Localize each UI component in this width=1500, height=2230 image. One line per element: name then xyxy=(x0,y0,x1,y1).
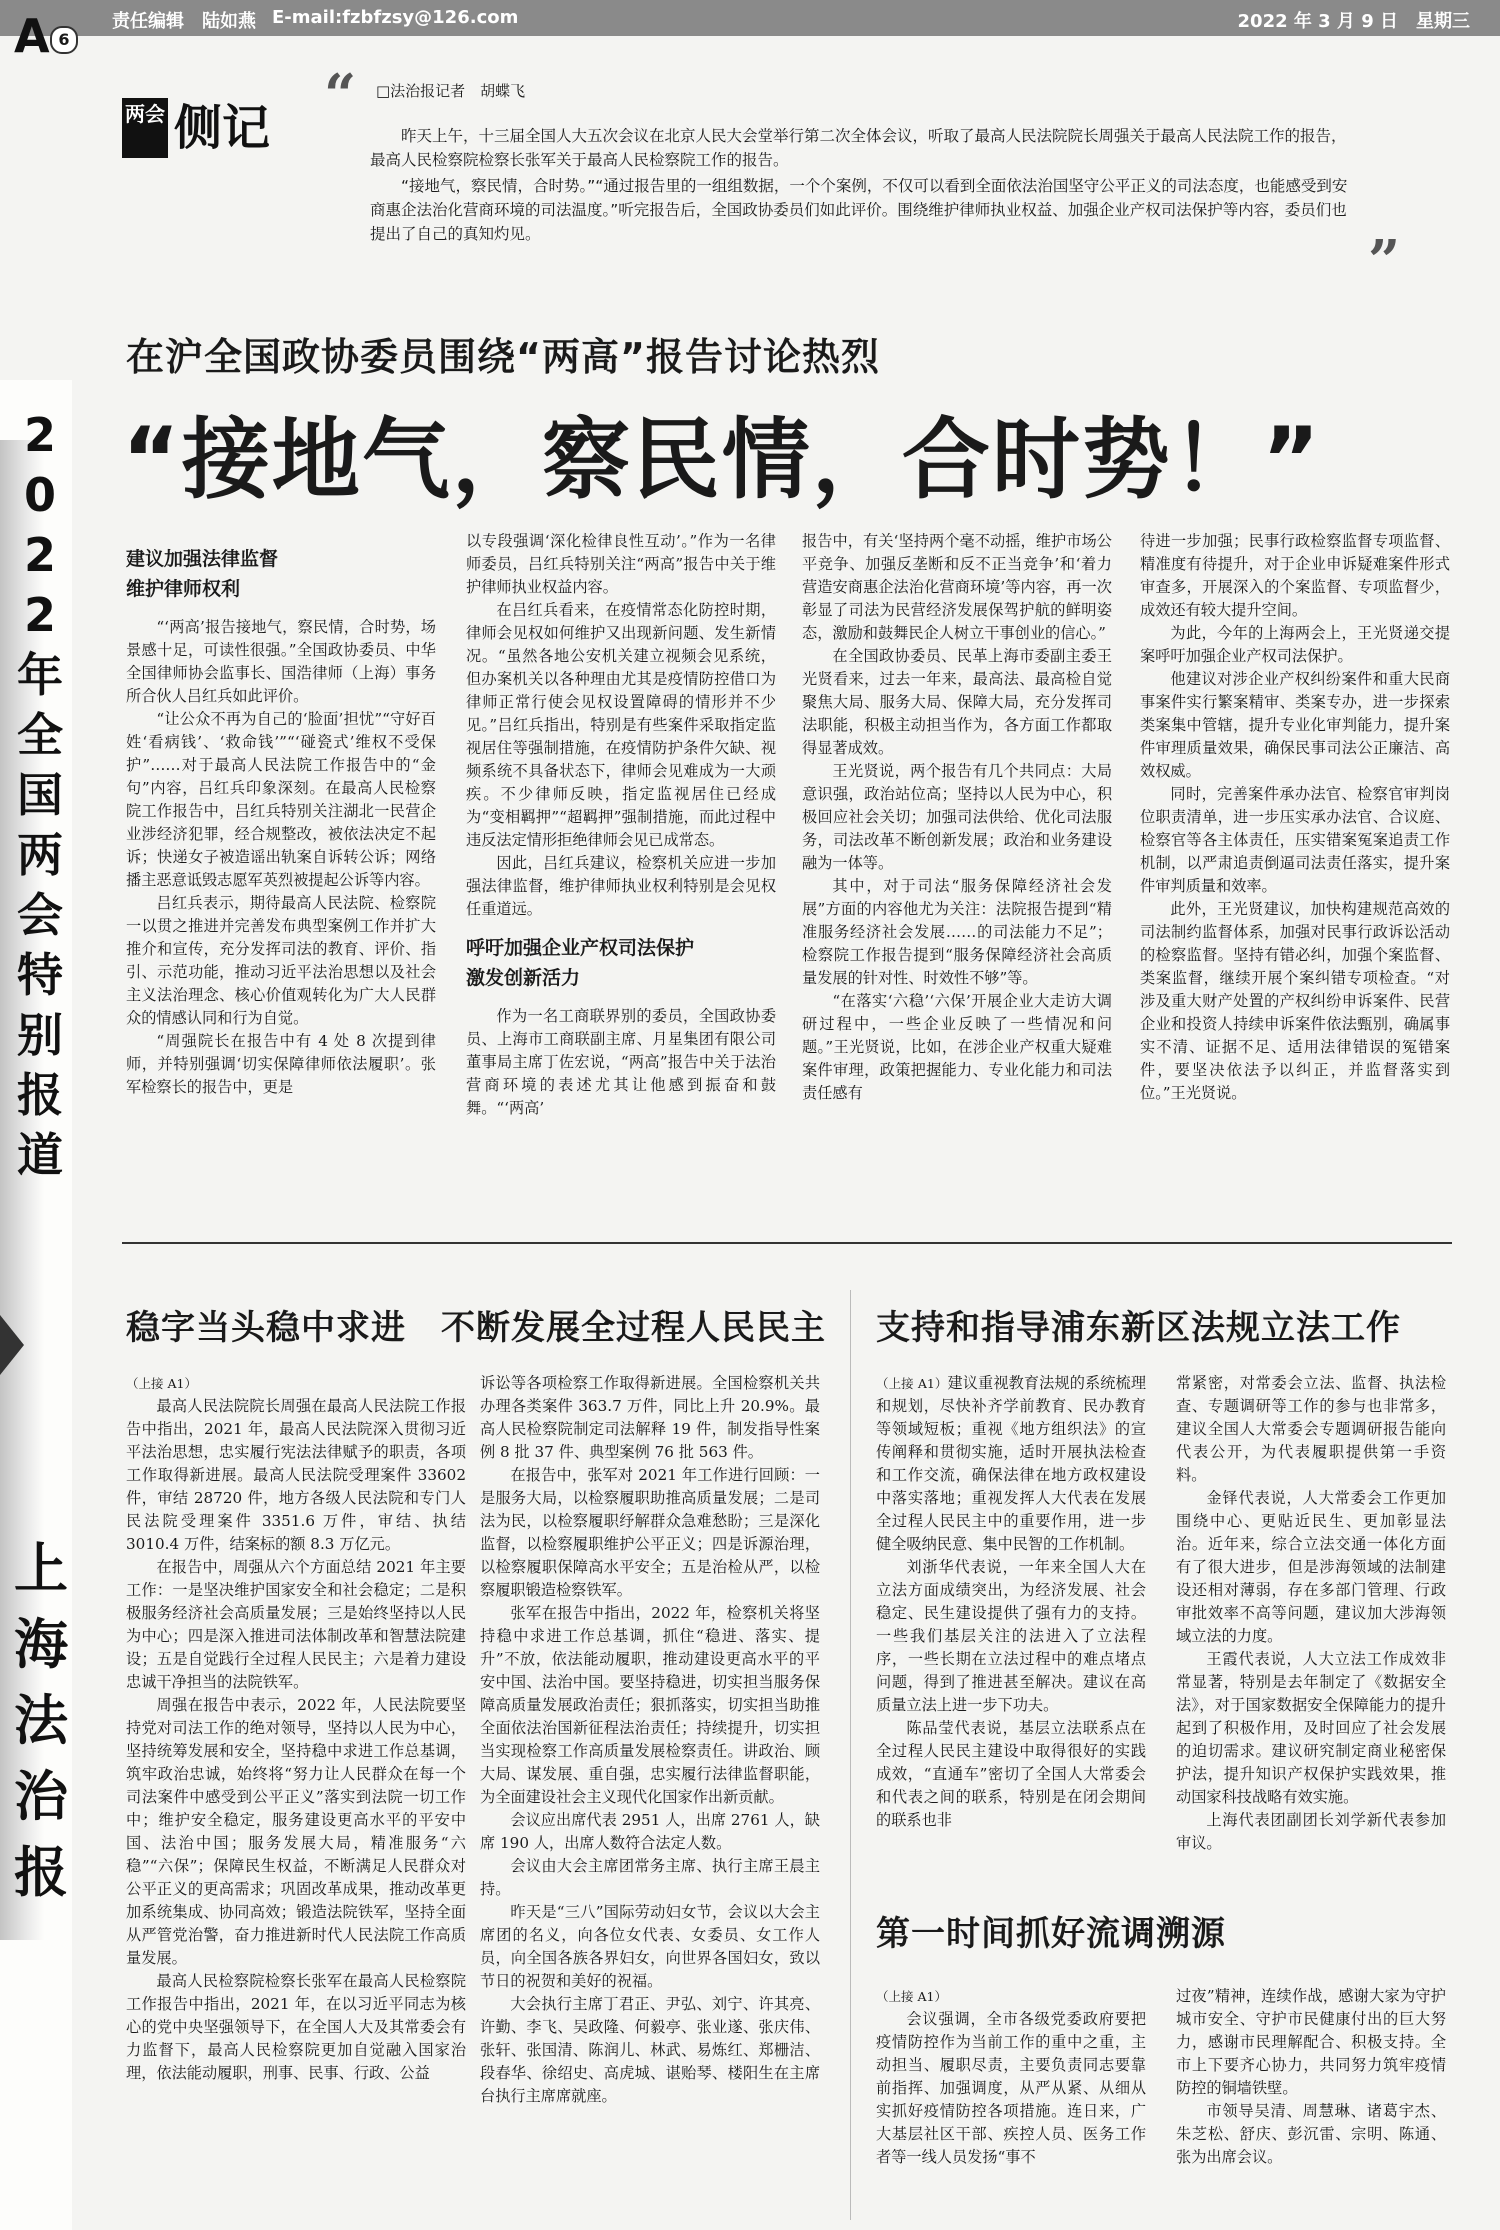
intro-paragraph: “接地气，察民情，合时势。”“通过报告里的一组组数据，一个个案例，不仅可以看到全面依法治国坚守公平正义的司法态度，也能感受到安商惠企法治化营商环境的司法温度。”听完报告后，全国政协委员们如此评价。围绕维护律师执业权益、加强企业产权司法保护等内容，委员们也提出了自己的真知灼见。 xyxy=(370,177,1348,243)
lead-headline: “接地气，察民情，合时势！” xyxy=(122,408,1322,511)
section-divider xyxy=(122,1242,1452,1244)
story2-headline: 稳字当头稳中求进 不断发展全过程人民民主 xyxy=(126,1308,826,1348)
paragraph: 张军在报告中指出，2022 年，检察机关将坚持稳中求进工作总基调，抓住“稳进、落实、提升”不放，依法能动履职，推动建设更高水平的平安中国、法治中国。要坚持稳进，切实担当服务保障高质量发展政治责任；狠抓落实，切实担当助推全面依法治国新征程法治责任；持续提升，切实担当实现检察工作高质量发展检察责任。讲政治、顾大局、谋发展、重自强，忠实履行法律监督职能，为全面建设社会主义现代化国家作出新贡献。 xyxy=(480,1604,820,1806)
continuation-tag: （上接 A1） xyxy=(126,1376,197,1391)
story4-column-1 xyxy=(876,1985,1146,2169)
paragraph: 金铎代表说，人大常委会工作更加围绕中心、更贴近民生、更加彰显法治。近年来，综合立法交通一体化方面有了很大进步，但是涉海领域的法制建设还相对薄弱，存在多部门管理、行政审批效率不高等问题，建议加大涉海领域立法的力度。 xyxy=(1176,1489,1446,1645)
paragraph: 在全国政协委员、民革上海市委副主委王光贤看来，过去一年来，最高法、最高检自觉聚焦大局、服务大局、保障大局，充分发挥司法职能，积极主动担当作为，各方面工作都取得显著成效。 xyxy=(802,647,1112,757)
paragraph: 在吕红兵看来，在疫情常态化防控时期，律师会见权如何维护又出现新问题、发生新情况。“虽然各地公安机关建立视频会见系统，但办案机关以各种理由尤其是疫情防控借口为律师正常行使会见权设置障碍的情形并不少见。”吕红兵指出，特别是有些案件采取指定监视居住等强制措施，在疫情防护条件欠缺、视频系统不具备状态下，律师会见难成为一大顽疾。不少律师反映，指定监视居住已经成为“变相羁押”“超羁押”强制措施，而此过程中违反法定情形拒绝律师会见已成常态。 xyxy=(466,601,776,849)
paragraph: 他建议对涉企业产权纠纷案件和重大民商事案件实行繁案精审、类案专办，进一步探索类案集中管辖，提升专业化审判能力，提升案件审理质量效果，确保民事司法公正廉洁、高效权威。 xyxy=(1140,670,1450,780)
paragraph: 会议应出席代表 2951 人，出席 2761 人，缺席 190 人，出席人数符合法定人数。 xyxy=(480,1811,820,1852)
paragraph: “让公众不再为自己的‘脸面’担忧”“守好百姓‘看病钱’、‘救命钱’”“‘碰瓷式’维权不受保护”……对于最高人民法院工作报告中的“金句”内容，吕红兵印象深刻。在最高人民检察院工作报告中，吕红兵特别关注湖北一民营企业涉经济犯罪，经合规整改，被依法决定不起诉；快递女子被造谣出轨案自诉转公诉；网络播主恶意诋毁志愿军英烈被提起公诉等内容。 xyxy=(126,710,436,889)
paragraph: 在报告中，张军对 2021 年工作进行回顾：一是服务大局，以检察履职助推高质量发展；二是司法为民，以检察履职纾解群众急难愁盼；三是深化监督，以检察履职维护公平正义；四是诉源治理，以检察履职保障高水平安全；五是治检从严，以检察履职锻造检察铁军。 xyxy=(480,1466,820,1599)
paragraph: 陈品莹代表说，基层立法联系点在全过程人民民主建设中取得很好的实践成效，“直通车”密切了全国人大常委会和代表之间的联系，特别是在闭会期间的联系也非 xyxy=(876,1719,1146,1829)
paragraph: 以专段强调‘深化检律良性互动’。”作为一名律师委员，吕红兵特别关注“两高”报告中关于维护律师执业权益内容。 xyxy=(466,532,776,596)
paragraph: 王霞代表说，人大立法工作成效非常显著，特别是去年制定了《数据安全法》，对于国家数据安全保障能力的提升起到了积极作用，及时回应了社会发展的迫切需求。建议研究制定商业秘密保护法，提升知识产权保护实践效果，推动国家科技战略有效实施。 xyxy=(1176,1650,1446,1806)
lead-subtitle: 在沪全国政协委员围绕“两高”报告讨论热烈 xyxy=(126,335,880,379)
paragraph: 为此，今年的上海两会上，王光贤递交提案呼吁加强企业产权司法保护。 xyxy=(1140,624,1450,665)
newspaper-logo: 上海法治报 xyxy=(14,1536,68,1904)
paragraph: 昨天是“三八”国际劳动妇女节，会议以大会主席团的名义，向各位女代表、女委员、女工作人员，向全国各族各界妇女，向世界各国妇女，致以节日的祝贺和美好的祝福。 xyxy=(480,1903,820,1990)
arrow-marker-icon xyxy=(0,1315,24,1375)
paragraph: 过夜”精神，连续作战，感谢大家为守护城市安全、守护市民健康付出的巨大努力，感谢市民理解配合、积极支持。全市上下要齐心协力，共同努力筑牢疫情防控的铜墙铁壁。 xyxy=(1176,1987,1446,2097)
lead-column-4 xyxy=(1140,530,1450,1105)
paragraph: （上接 A1）建议重视教育法规的系统梳理和规划，尽快补齐学前教育、民办教育等领域短板；重视《地方组织法》的宣传阐释和贯彻实施，适时开展执法检查和工作交流，确保法律在地方政权建设中落实落地；重视发挥人大代表在发展全过程人民民主中的重要作用，进一步健全吸纳民意、集中民智的工作机制。 xyxy=(876,1374,1147,1553)
paragraph: 会议强调，全市各级党委政府要把疫情防控作为当前工作的重中之重，主动担当、履职尽责，主要负责同志要靠前指挥、加强调度，从严从紧、从细从实抓好疫情防控各项措施。连日来，广大基层社区干部、疾控人员、医务工作者等一线人员发扬“事不 xyxy=(876,2010,1146,2166)
section-heading: 建议加强法律监督 维护律师权利 xyxy=(126,548,279,600)
paragraph: 市领导吴清、周慧琳、诸葛宇杰、朱芝松、舒庆、彭沉雷、宗明、陈通、张为出席会议。 xyxy=(1176,2102,1446,2166)
paragraph: 最高人民检察院检察长张军在最高人民检察院工作报告中指出，2021 年，在以习近平同志为核心的党中央坚强领导下，在全国人大及其常委会有力监督下，最高人民检察院更加自觉融入国家治理，依法能动履职，刑事、民事、行政、公益 xyxy=(126,1972,466,2082)
story2-column-1 xyxy=(126,1372,466,2085)
open-quote-icon: “ xyxy=(324,62,357,128)
paragraph: 刘浙华代表说，一年来全国人大在立法方面成绩突出，为经济发展、社会稳定、民生建设提供了强有力的支持。一些我们基层关注的法进入了立法程序，一些长期在立法过程中的难点堵点问题，得到了推进甚至解决。建议在高质量立法上进一步下功夫。 xyxy=(876,1558,1146,1714)
badge-label: 侧记 xyxy=(174,100,271,156)
story4-headline: 第一时间抓好流调溯源 xyxy=(876,1914,1226,1954)
paragraph: 最高人民法院院长周强在最高人民法院工作报告中指出，2021 年，最高人民法院深入贯彻习近平法治思想，忠实履行宪法法律赋予的职责，各项工作取得新进展。最高人民法院受理案件 33602 件，审结 28720 件，地方各级人民法院和专门人民法院受理案件 3351.6 万件，审结、执结 3010.4 万件，结案标的额 8.3 万亿元。 xyxy=(126,1397,466,1553)
story3-column-1 xyxy=(876,1372,1146,1832)
page-header-bar xyxy=(0,0,1500,36)
reporter-byline: □法治报记者 胡蝶飞 xyxy=(376,82,526,100)
lead-column-1 xyxy=(126,540,436,1099)
close-quote-icon: ” xyxy=(1368,228,1401,294)
paragraph: “周强院长在报告中有 4 处 8 次提到律师，并特别强调‘切实保障律师依法履职’。张军检察长的报告中，更是 xyxy=(126,1032,436,1096)
page-number-badge xyxy=(14,10,74,66)
lead-column-3 xyxy=(802,530,1112,1105)
paragraph: 上海代表团副团长刘学新代表参加审议。 xyxy=(1176,1811,1446,1852)
story3-headline: 支持和指导浦东新区法规立法工作 xyxy=(876,1308,1401,1348)
left-sidebar xyxy=(0,380,72,2230)
continuation-tag: （上接 A1） xyxy=(876,1376,948,1391)
story4-column-2 xyxy=(1176,1985,1446,2169)
intro-text xyxy=(370,124,1360,248)
paragraph: 常紧密，对常委会立法、监督、执法检查、专题调研等工作的参与也非常多，建议全国人大常委会专题调研报告能向代表公开，为代表履职提供第一手资料。 xyxy=(1176,1374,1446,1484)
paragraph: 此外，王光贤建议，加快构建规范高效的司法制约监督体系，加强对民事行政诉讼活动的检察监督。坚持有错必纠，加强个案监督、类案监督，继续开展个案纠错专项检查。“对涉及重大财产处置的产权纠纷申诉案件、民营企业和投资人持续申诉案件依法甄别，确属事实不清、证据不足、适用法律错误的冤错案件，要坚决依法予以纠正，并监督落实到位。”王光贤说。 xyxy=(1140,900,1450,1102)
editor-credit: 责任编辑 陆如燕 xyxy=(112,11,256,32)
section-heading: 呼吁加强企业产权司法保护 激发创新活力 xyxy=(466,937,695,989)
paragraph: 诉讼等各项检察工作取得新进展。全国检察机关共办理各类案件 363.7 万件，同比上升 20.9%。最高人民检察院制定司法解释 19 件，制发指导性案例 8 批 37 件、典型案例 76 批 563 件。 xyxy=(480,1374,820,1461)
editor-email[interactable]: E-mail:fzbfzsy@126.com xyxy=(272,7,519,28)
paragraph: 周强在报告中表示，2022 年，人民法院要坚持党对司法工作的绝对领导，坚持以人民为中心，坚持统筹发展和安全，坚持稳中求进工作总基调，筑牢政治忠诚，始终将“努力让人民群众在每一个司法案件中感受到公平正义”落实到法院一切工作中；维护安全稳定，服务建设更高水平的平安中国、法治中国；服务发展大局，精准服务“六稳”“六保”；保障民生权益，不断满足人民群众对公平正义的更高需求；巩固改革成果，推动改革更加系统集成、协同高效；锻造法院铁军，坚持全面从严管党治警，奋力推进新时代人民法院工作高质量发展。 xyxy=(126,1696,466,1967)
story3-column-2 xyxy=(1176,1372,1446,1855)
column-badge xyxy=(122,98,282,158)
paragraph: 同时，完善案件承办法官、检察官审判岗位职责清单，进一步压实承办法官、合议庭、检察官等各主体责任，压实错案冤案追责工作机制，以严肃追责倒逼司法责任落实，提升案件审判质量和效率。 xyxy=(1140,785,1450,895)
special-report-vertical-title: 2022年全国两会特别报道 xyxy=(17,408,63,1182)
paragraph: 王光贤说，两个报告有几个共同点：大局意识强，政治站位高；坚持以人民为中心，积极回应社会关切；加强司法供给、优化司法服务，司法改革不断创新发展；政治和业务建设融为一体等。 xyxy=(802,762,1112,872)
intro-paragraph: 昨天上午，十三届全国人大五次会议在北京人民大会堂举行第二次全体会议，听取了最高人民法院院长周强关于最高人民法院工作的报告，最高人民检察院检察长张军关于最高人民检察院工作的报告。 xyxy=(370,127,1347,169)
paragraph: 大会执行主席丁君正、尹弘、刘宁、许其亮、许勤、李飞、吴政隆、何毅亭、张业遂、张庆伟、张轩、张国清、陈润儿、林武、易炼红、郑栅洁、段春华、徐绍史、高虎城、谌贻琴、楼阳生在主席台执行主席席就座。 xyxy=(480,1995,820,2105)
paragraph: 在报告中，周强从六个方面总结 2021 年主要工作：一是坚决维护国家安全和社会稳定；二是积极服务经济社会高质量发展；三是始终坚持以人民为中心；四是深入推进司法体制改革和智慧法院建设；五是自觉践行全过程人民民主；六是着力建设忠诚干净担当的法院铁军。 xyxy=(126,1558,466,1691)
continuation-tag: （上接 A1） xyxy=(876,1989,947,2004)
page-number: 6 xyxy=(50,26,78,54)
lead-column-2 xyxy=(466,530,776,1120)
badge-box: 两会 xyxy=(122,98,168,158)
paragraph: “在落实‘六稳’‘六保’开展企业大走访大调研过程中，一些企业反映了一些情况和问题。”王光贤说，比如，在涉企业产权重大疑难案件审理，政策把握能力、专业化能力和司法责任感有 xyxy=(802,992,1112,1102)
paragraph: 其中，对于司法“服务保障经济社会发展”方面的内容他尤为关注：法院报告提到“精准服务经济社会发展……的司法能力不足”；检察院工作报告提到“服务保障经济社会高质量发展的针对性、时效性不够”等。 xyxy=(802,877,1112,987)
paragraph: 报告中，有关‘坚持两个毫不动摇，维护市场公平竞争、加强反垄断和反不正当竞争’和‘着力营造安商惠企法治化营商环境’等内容，再一次彰显了司法为民营经济发展保驾护航的鲜明姿态，激励和鼓舞民企人树立干事创业的信心。” xyxy=(802,532,1112,642)
paragraph: 待进一步加强；民事行政检察监督专项监督、精准度有待提升，对于企业申诉疑难案件形式审查多，开展深入的个案监督、专项监督少，成效还有较大提升空间。 xyxy=(1140,532,1450,619)
paragraph: 吕红兵表示，期待最高人民法院、检察院一以贯之推进并完善发布典型案例工作并扩大推介和宣传，充分发挥司法的教育、评价、指引、示范功能，推动习近平法治思想以及社会主义法治理念、核心价值观转化为广大人民群众的情感认同和行为自觉。 xyxy=(126,894,436,1027)
column-divider xyxy=(850,1290,851,2220)
paragraph: “‘两高’报告接地气，察民情，合时势，场景感十足，可读性很强。”全国政协委员、中华全国律师协会监事长、国浩律师（上海）事务所合伙人吕红兵如此评价。 xyxy=(126,618,436,705)
paragraph: 因此，吕红兵建议，检察机关应进一步加强法律监督，维护律师执业权利特别是会见权任重道远。 xyxy=(466,854,776,918)
story2-column-2 xyxy=(480,1372,820,2108)
page-letter: A xyxy=(14,9,50,63)
issue-date: 2022 年 3 月 9 日 星期三 xyxy=(1237,11,1470,32)
paragraph: 会议由大会主席团常务主席、执行主席王晨主持。 xyxy=(480,1857,820,1898)
paragraph: 作为一名工商联界别的委员，全国政协委员、上海市工商联副主席、月星集团有限公司董事局主席丁佐宏说，“两高”报告中关于法治营商环境的表述尤其让他感到振奋和鼓舞。“‘两高’ xyxy=(466,1007,776,1117)
